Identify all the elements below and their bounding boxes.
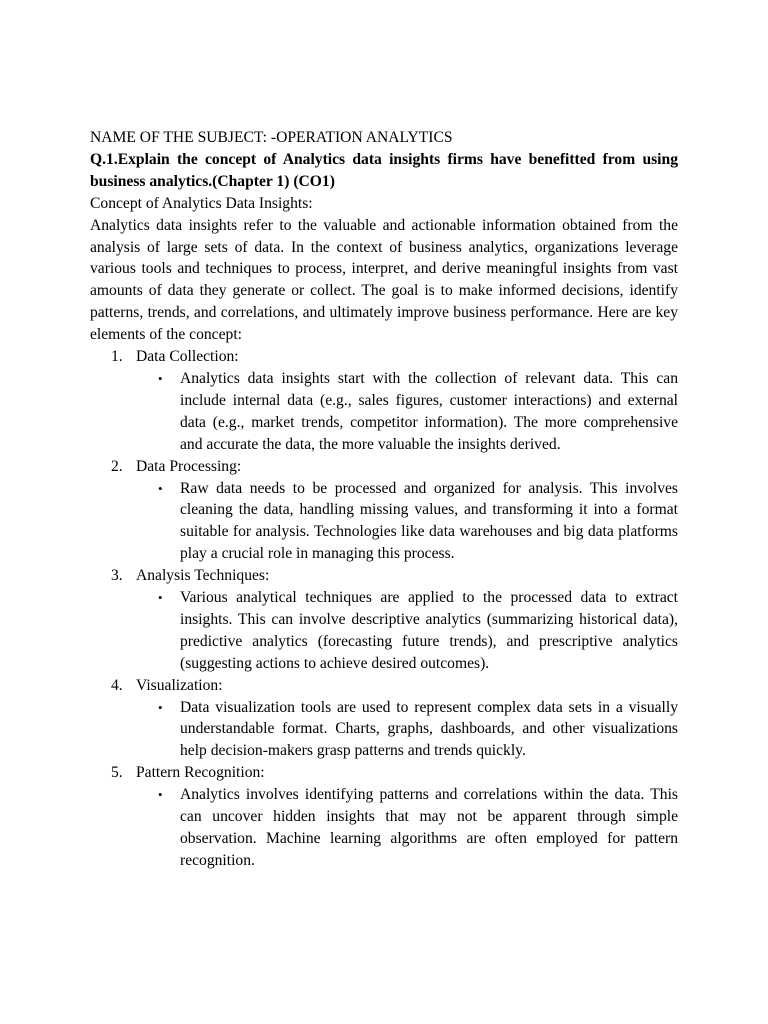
list-item-number: 4. bbox=[111, 676, 123, 694]
list-item-number: 3. bbox=[111, 567, 123, 585]
bullet-icon: • bbox=[158, 787, 163, 803]
intro-paragraph: Analytics data insights refer to the valuable and actionable information obtained from the analysis of large sets of data. In the context of business analytics, organizations leverage various tools and techniques to process, interpret, and derive meaningful insights from vast amounts of data they generate or collect. The goal is to make informed decisions, identify patterns, trends, and correlations, and ultimately improve business performance. Here are key elements of the concept: bbox=[90, 216, 678, 344]
list-item-number: 2. bbox=[111, 457, 123, 475]
bullet-item bbox=[90, 587, 678, 675]
subject-line: NAME OF THE SUBJECT: -OPERATION ANALYTICS bbox=[90, 129, 453, 146]
list-item-title: Data Collection: bbox=[136, 348, 239, 366]
bullet-list bbox=[90, 784, 678, 872]
bullet-list bbox=[90, 368, 678, 456]
bullet-icon: • bbox=[158, 370, 163, 386]
list-item bbox=[90, 675, 678, 763]
bullet-text: Data visualization tools are used to represent complex data sets in a visually understandable format. Charts, graphs, dashboards, and other visualizations help decision-makers grasp patterns and trends quickly. bbox=[180, 698, 678, 760]
list-item-heading bbox=[90, 346, 678, 368]
list-item-title: Visualization: bbox=[136, 676, 223, 694]
bullet-item bbox=[90, 478, 678, 566]
list-item-title: Analysis Techniques: bbox=[136, 567, 270, 585]
bullet-list bbox=[90, 697, 678, 763]
list-item bbox=[90, 565, 678, 675]
list-item-heading bbox=[90, 565, 678, 587]
bullet-icon: • bbox=[158, 590, 163, 606]
list-item-number: 5. bbox=[111, 764, 123, 782]
bullet-item bbox=[90, 697, 678, 763]
bullet-icon: • bbox=[158, 699, 163, 715]
question-text: Q.1.Explain the concept of Analytics data insights firms have benefitted from using business analytics.(Chapter 1) (CO1) bbox=[90, 150, 678, 190]
key-elements-list bbox=[90, 346, 678, 872]
document-body bbox=[90, 127, 678, 872]
list-item bbox=[90, 762, 678, 872]
list-item bbox=[90, 456, 678, 566]
bullet-text: Raw data needs to be processed and organized for analysis. This involves cleaning the data, handling missing values, and transforming it into a format suitable for analysis. Technologies like data warehouses and big data platforms play a crucial role in managing this process. bbox=[180, 479, 678, 563]
list-item-heading bbox=[90, 762, 678, 784]
concept-heading: Concept of Analytics Data Insights: bbox=[90, 194, 313, 212]
list-item-number: 1. bbox=[111, 348, 123, 366]
list-item bbox=[90, 346, 678, 456]
list-item-heading bbox=[90, 456, 678, 478]
bullet-item bbox=[90, 368, 678, 456]
bullet-text: Various analytical techniques are applied to the processed data to extract insights. This can involve descriptive analytics (summarizing historical data), predictive analytics (forecasting future trends), and prescriptive analytics (suggesting actions to achieve desired outcomes). bbox=[180, 589, 678, 672]
bullet-item bbox=[90, 784, 678, 872]
bullet-text: Analytics data insights start with the collection of relevant data. This can include internal data (e.g., sales figures, customer interactions) and external data (e.g., market trends, competitor information). The more comprehensive and accurate the data, the more valuable the insights derived. bbox=[180, 369, 678, 453]
list-item-title: Data Processing: bbox=[136, 457, 242, 475]
list-item-title: Pattern Recognition: bbox=[136, 764, 265, 782]
list-item-heading bbox=[90, 675, 678, 697]
bullet-list bbox=[90, 478, 678, 566]
bullet-icon: • bbox=[158, 480, 163, 496]
bullet-text: Analytics involves identifying patterns and correlations within the data. This can uncover hidden insights that may not be apparent through simple observation. Machine learning algorithms are often employed for pattern recognition. bbox=[180, 786, 678, 869]
bullet-list bbox=[90, 587, 678, 675]
